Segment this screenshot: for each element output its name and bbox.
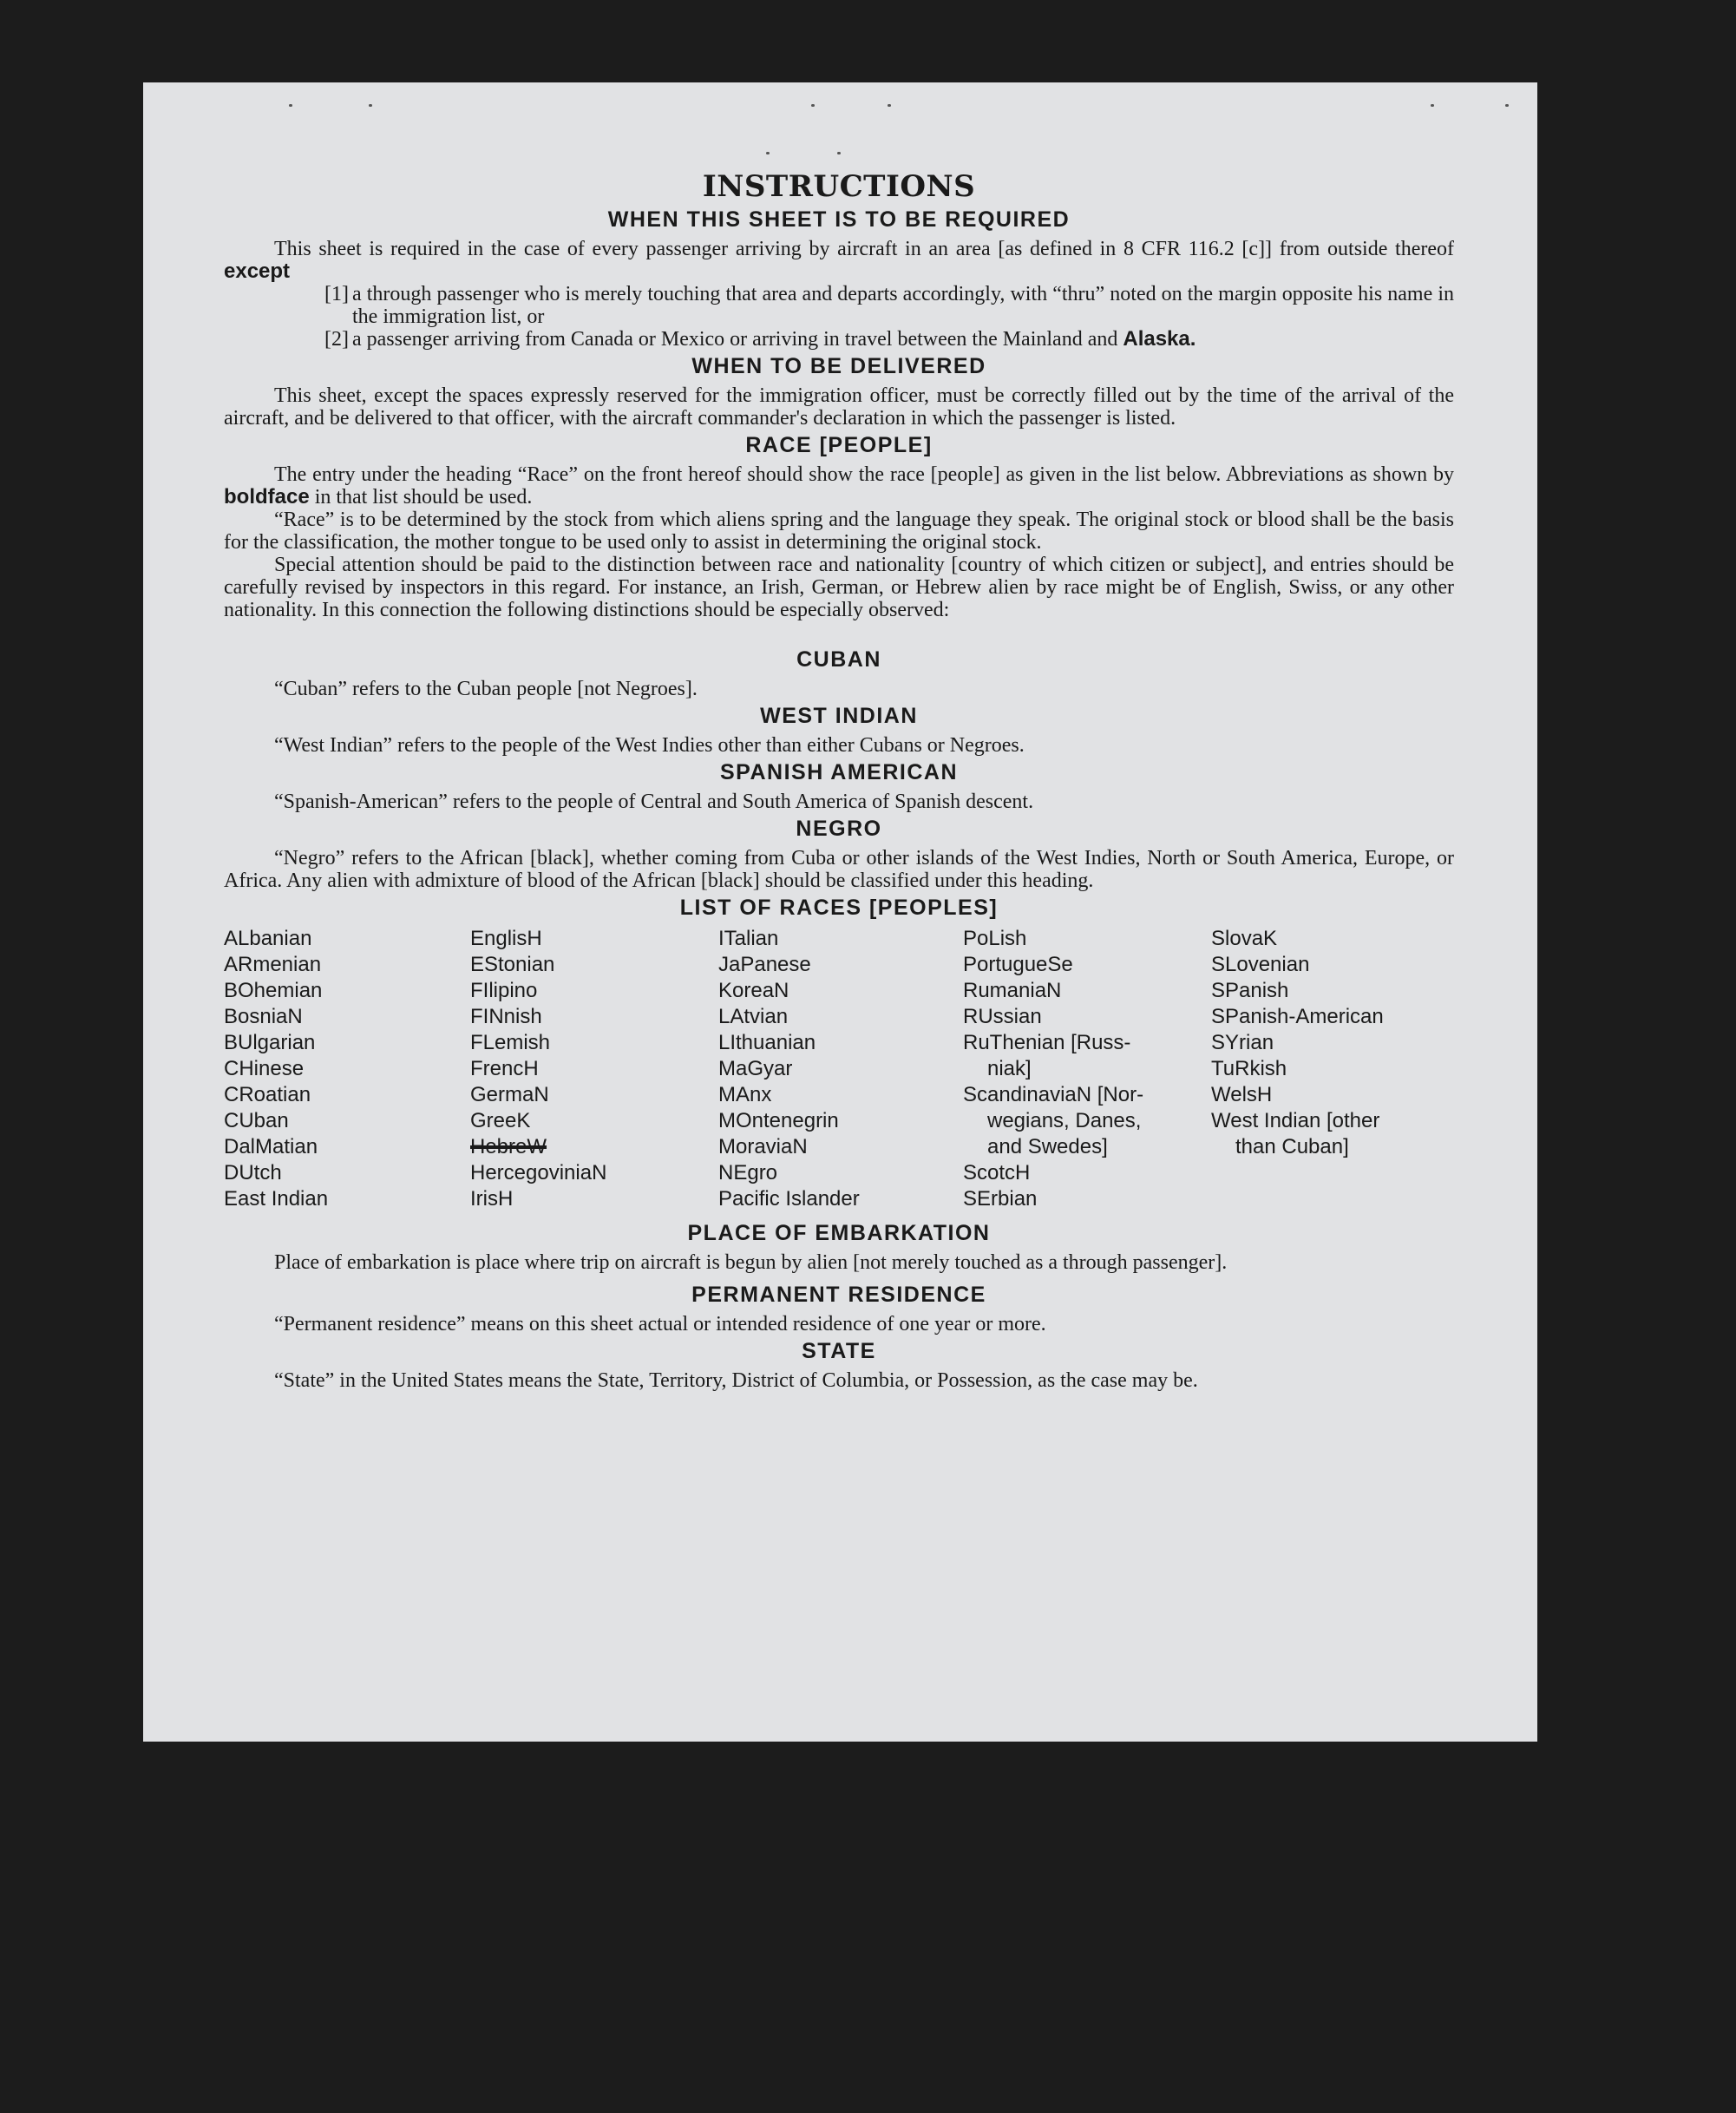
- heading-delivered: WHEN TO BE DELIVERED: [691, 354, 986, 378]
- race-item: MaGyar: [718, 1057, 793, 1080]
- races-column-2: [470, 926, 718, 1212]
- race-item: DUtch: [224, 1161, 282, 1184]
- paragraph-cuban: “Cuban” refers to the Cuban people [not Negroes].: [274, 678, 698, 700]
- race-item: Pacific Islander: [718, 1187, 860, 1211]
- paragraph-negro: “Negro” refers to the African [black], whether coming from Cuba or other islands of the West Indies, North or South America, Europe, or Africa. Any alien with admixture of blood of the African [black] should be classified under this heading.: [224, 847, 1454, 892]
- race-item: West Indian [other: [1211, 1109, 1380, 1132]
- paragraph-when-required: This sheet is required in the case of every passenger arriving by aircraft in an area [as defined in 8 CFR 116.2 [c]] from outside thereof except: [224, 238, 1454, 283]
- list-item: [2] a passenger arriving from Canada or Mexico or arriving in travel between the Mainland and Alaska.: [324, 327, 1196, 351]
- race-item: NEgro: [718, 1161, 778, 1184]
- race-item: MOntenegrin: [718, 1109, 839, 1132]
- paragraph-embarkation: Place of embarkation is place where trip on aircraft is begun by alien [not merely touched as a through passenger].: [274, 1251, 1228, 1274]
- race-item: PoLish: [963, 927, 1027, 950]
- paragraph-race-1: The entry under the heading “Race” on the front hereof should show the race [people] as given in the list below. Abbreviations as shown by boldface in that list should be used.: [224, 463, 1454, 509]
- scan-speck: [1505, 104, 1509, 107]
- races-column-4: [963, 926, 1211, 1212]
- races-column-5: [1211, 926, 1471, 1212]
- race-item: BosniaN: [224, 1005, 303, 1028]
- race-item: FINnish: [470, 1005, 542, 1028]
- race-item: RuThenian [Russ-: [963, 1031, 1131, 1054]
- race-item: SLovenian: [1211, 953, 1310, 976]
- paragraph-west-indian: “West Indian” refers to the people of the West Indies other than either Cubans or Negroes.: [274, 734, 1025, 757]
- heading-spanish-american: SPANISH AMERICAN: [719, 760, 958, 784]
- race-item: GreeK: [470, 1109, 531, 1132]
- scan-speck: [837, 152, 841, 154]
- heading-embarkation: PLACE OF EMBARKATION: [687, 1221, 991, 1245]
- race-item: RumaniaN: [963, 979, 1062, 1002]
- race-item: CUban: [224, 1109, 289, 1132]
- heading-when-required: WHEN THIS SHEET IS TO BE REQUIRED: [607, 207, 1071, 232]
- heading-west-indian: WEST INDIAN: [760, 704, 918, 728]
- heading-state: STATE: [802, 1339, 876, 1363]
- race-item: DalMatian: [224, 1135, 318, 1158]
- races-column-3: [718, 926, 963, 1212]
- heading-residence: PERMANENT RESIDENCE: [691, 1283, 986, 1307]
- race-item: FrencH: [470, 1057, 539, 1080]
- scan-speck: [1431, 104, 1434, 107]
- race-item: SYrian: [1211, 1031, 1274, 1054]
- scan-speck: [369, 104, 372, 107]
- race-item: SErbian: [963, 1187, 1038, 1211]
- race-item: MAnx: [718, 1083, 772, 1106]
- heading-race: RACE [PEOPLE]: [745, 433, 933, 457]
- race-item: KoreaN: [718, 979, 789, 1002]
- scan-speck: [289, 104, 292, 107]
- race-item-struck: HebreW: [470, 1135, 547, 1158]
- race-item: ARmenian: [224, 953, 322, 976]
- races-list: [224, 926, 1454, 1212]
- race-item: CRoatian: [224, 1083, 311, 1106]
- race-item: SlovaK: [1211, 927, 1278, 950]
- heading-negro: NEGRO: [796, 817, 882, 841]
- race-item: PortugueSe: [963, 953, 1073, 976]
- race-item: ITalian: [718, 927, 779, 950]
- race-item-continued: than Cuban]: [1235, 1135, 1349, 1158]
- race-item: RUssian: [963, 1005, 1042, 1028]
- races-column-1: [224, 926, 470, 1212]
- paragraph-race-2: “Race” is to be determined by the stock from which aliens spring and the language they speak. The original stock or blood shall be the basis for the classification, the mother tongue to be used only to assist in determining the original stock.: [224, 509, 1454, 554]
- paragraph-spanish-american: “Spanish-American” refers to the people of Central and South America of Spanish descent.: [274, 791, 1034, 813]
- race-item: MoraviaN: [718, 1135, 808, 1158]
- race-item: BOhemian: [224, 979, 323, 1002]
- heading-cuban: CUBAN: [796, 647, 881, 672]
- race-item: IrisH: [470, 1187, 514, 1211]
- race-item: LIthuanian: [718, 1031, 816, 1054]
- race-item: SPanish: [1211, 979, 1289, 1002]
- race-item: JaPanese: [718, 953, 811, 976]
- race-item: ALbanian: [224, 927, 312, 950]
- race-item: GermaN: [470, 1083, 549, 1106]
- race-item: CHinese: [224, 1057, 305, 1080]
- race-item: ScotcH: [963, 1161, 1031, 1184]
- race-item: ScandinaviaN [Nor-: [963, 1083, 1144, 1106]
- page-title: INSTRUCTIONS: [702, 169, 976, 204]
- race-item: EnglisH: [470, 927, 542, 950]
- race-item-continued: wegians, Danes,: [987, 1109, 1142, 1132]
- race-item: WelsH: [1211, 1083, 1273, 1106]
- scan-speck: [766, 152, 770, 154]
- race-item: FIlipino: [470, 979, 538, 1002]
- race-item-continued: niak]: [987, 1057, 1032, 1080]
- race-item: SPanish-American: [1211, 1005, 1384, 1028]
- paragraph-state: “State” in the United States means the State, Territory, District of Columbia, or Possession, as the case may be.: [274, 1369, 1198, 1392]
- race-item: East Indian: [224, 1187, 329, 1211]
- race-item: TuRkish: [1211, 1057, 1287, 1080]
- race-item: BUlgarian: [224, 1031, 316, 1054]
- race-item: LAtvian: [718, 1005, 789, 1028]
- race-item: FLemish: [470, 1031, 551, 1054]
- paragraph-delivered: This sheet, except the spaces expressly reserved for the immigration officer, must be correctly filled out by the time of the arrival of the aircraft, and be delivered to that officer, with the aircraft commander's declaration in which the passenger is listed.: [224, 384, 1454, 430]
- instruction-sheet: [143, 82, 1537, 1742]
- race-item: HercegoviniaN: [470, 1161, 607, 1184]
- scan-speck: [811, 104, 815, 107]
- paragraph-race-3: Special attention should be paid to the distinction between race and nationality [country of which citizen or subject], and entries should be carefully revised by inspectors in this regard. For instance, an Irish, German, or Hebrew alien by race might be of English, Swiss, or any other nationality. In this connection the following distinctions should be especially observed:: [224, 554, 1454, 621]
- race-item: EStonian: [470, 953, 555, 976]
- paragraph-residence: “Permanent residence” means on this sheet actual or intended residence of one year or more.: [274, 1313, 1046, 1335]
- heading-list-of-races: LIST OF RACES [PEOPLES]: [679, 896, 999, 920]
- list-item: [1] a through passenger who is merely touching that area and departs accordingly, with “thru” noted on the margin opposite his name in the immigration list, or: [324, 283, 1454, 328]
- race-item-continued: and Swedes]: [987, 1135, 1108, 1158]
- scan-speck: [888, 104, 891, 107]
